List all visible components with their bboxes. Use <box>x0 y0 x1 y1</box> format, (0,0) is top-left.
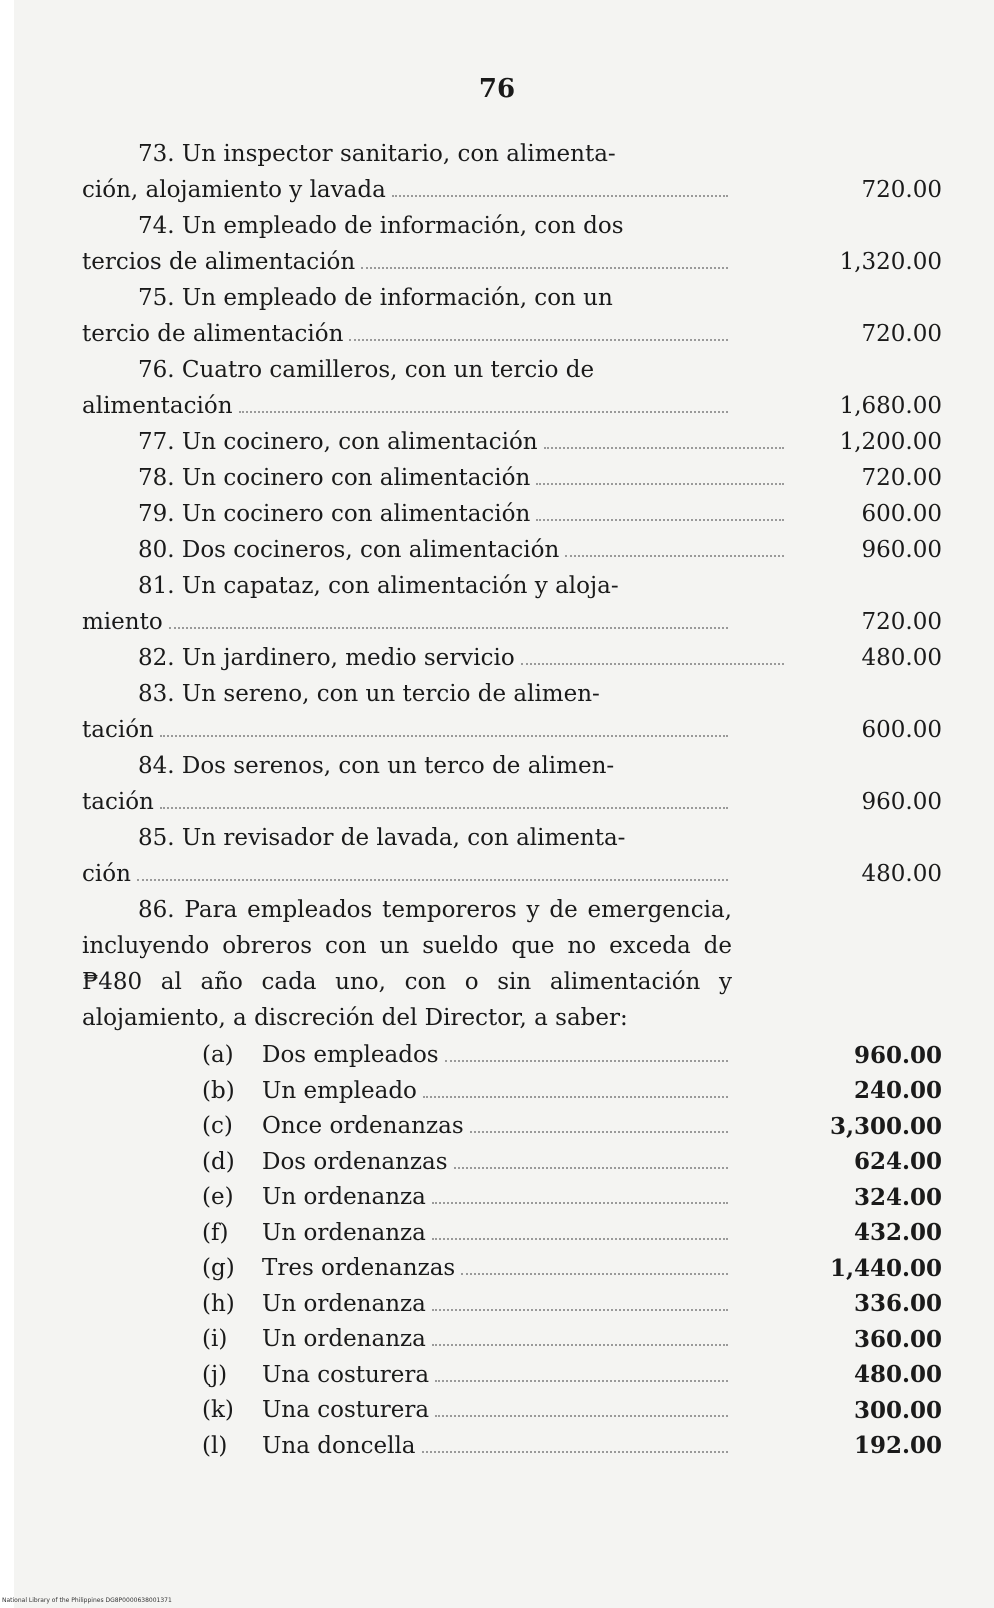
subitem-amount: 240.00 <box>853 1077 942 1104</box>
entry-last-line: tación <box>82 789 154 815</box>
budget-entry <box>82 352 942 424</box>
budget-entry <box>82 640 942 676</box>
entry-amount: 600.00 <box>861 501 942 527</box>
subitem <box>82 1393 942 1429</box>
dot-leader <box>461 1273 728 1275</box>
budget-entry <box>82 280 942 352</box>
budget-entry <box>82 424 942 460</box>
subitem <box>82 1145 942 1181</box>
subitem <box>82 1287 942 1323</box>
entry-amount: 600.00 <box>861 717 942 743</box>
dot-leader <box>445 1060 728 1062</box>
subitem <box>82 1358 942 1394</box>
entry-last-line: miento <box>82 609 163 635</box>
dot-leader <box>544 447 784 449</box>
entry-first-line: 84. Dos serenos, con un terco de alimen- <box>138 753 615 779</box>
subitem-text: Once ordenanzas <box>262 1113 464 1139</box>
dot-leader <box>137 879 728 881</box>
entry-last-line: tercio de alimentación <box>82 321 344 347</box>
dot-leader <box>521 663 784 665</box>
subitem <box>82 1322 942 1358</box>
entry-first-line: 85. Un revisador de lavada, con alimenta- <box>138 825 626 851</box>
dot-leader <box>169 627 728 629</box>
entry-last-line: alimentación <box>82 393 233 419</box>
subitem-letter: (h) <box>202 1290 235 1317</box>
paragraph-86: 86. Para empleados temporeros y de emergencia, incluyendo obreros con un sueldo que no exceda de ₱480 al año cada uno, con o sin alimentación y alojamiento, a discreción del Director, a saber: <box>82 897 732 1031</box>
dot-leader <box>361 267 728 269</box>
subitem-letter: (b) <box>202 1077 235 1104</box>
dot-leader <box>536 483 784 485</box>
subitem <box>82 1429 942 1465</box>
dot-leader <box>239 411 728 413</box>
budget-entry <box>82 676 942 748</box>
subitem-text: Dos ordenanzas <box>262 1148 448 1175</box>
entry-last-line: 79. Un cocinero con alimentación <box>138 501 531 527</box>
subitem-amount: 480.00 <box>853 1361 942 1388</box>
subitem-letter: (e) <box>202 1184 234 1210</box>
subitem <box>82 1251 942 1287</box>
budget-entry <box>82 820 942 892</box>
budget-entry <box>82 460 942 496</box>
subitem-amount: 624.00 <box>853 1148 942 1175</box>
subitem-text: Dos empleados <box>262 1042 439 1068</box>
budget-entry <box>82 748 942 820</box>
subitem-text: Una costurera <box>262 1397 430 1423</box>
entry-amount: 960.00 <box>861 789 942 815</box>
subitem-letter: (c) <box>202 1113 233 1139</box>
entry-amount: 720.00 <box>861 321 942 347</box>
entry-last-line: tación <box>82 717 154 743</box>
entry-amount: 960.00 <box>861 537 942 563</box>
entry-amount: 1,680.00 <box>839 393 942 419</box>
scan-edge <box>0 0 14 1608</box>
entry-amount: 720.00 <box>861 465 942 491</box>
subitem-amount: 300.00 <box>853 1396 942 1424</box>
dot-leader <box>423 1096 728 1098</box>
dot-leader <box>422 1451 728 1453</box>
dot-leader <box>435 1415 728 1417</box>
subitem-letter: (l) <box>202 1432 228 1459</box>
dot-leader <box>160 807 728 809</box>
subitems-list <box>82 1038 942 1464</box>
entry-amount: 480.00 <box>861 645 942 671</box>
entry-first-line: 74. Un empleado de información, con dos <box>138 213 624 239</box>
subitem-amount: 336.00 <box>853 1290 942 1317</box>
budget-entry <box>82 208 942 280</box>
subitem <box>82 1109 942 1145</box>
subitem-amount: 324.00 <box>853 1183 942 1211</box>
entry-amount: 1,320.00 <box>839 249 942 275</box>
subitem-letter: (j) <box>202 1361 228 1388</box>
footer-credit: National Library of the Philippines DG8P0000638001371 <box>2 1597 172 1604</box>
budget-list <box>82 136 942 1464</box>
budget-entry <box>82 496 942 532</box>
subitem <box>82 1038 942 1074</box>
subitem-letter: (k) <box>202 1397 234 1423</box>
subitem-text: Un ordenanza <box>262 1219 426 1246</box>
subitem-amount: 3,300.00 <box>829 1112 942 1140</box>
subitem-text: Un empleado <box>262 1077 417 1104</box>
budget-entry <box>82 136 942 208</box>
subitem-letter: (f) <box>202 1219 229 1246</box>
subitem-text: Un ordenanza <box>262 1290 426 1317</box>
dot-leader <box>432 1309 728 1311</box>
budget-entry <box>82 532 942 568</box>
dot-leader <box>160 735 728 737</box>
dot-leader <box>435 1380 728 1382</box>
subitem-text: Una doncella <box>262 1432 416 1459</box>
entry-last-line: ción, alojamiento y lavada <box>82 177 386 203</box>
dot-leader <box>432 1344 728 1346</box>
subitem <box>82 1180 942 1216</box>
entry-amount: 720.00 <box>861 609 942 635</box>
subitem-letter: (g) <box>202 1255 235 1281</box>
dot-leader <box>454 1167 728 1169</box>
subitem-text: Un ordenanza <box>262 1184 426 1210</box>
entry-last-line: 82. Un jardinero, medio servicio <box>138 645 515 671</box>
dot-leader <box>392 195 728 197</box>
entry-first-line: 75. Un empleado de información, con un <box>138 285 613 311</box>
dot-leader <box>432 1202 728 1204</box>
entry-amount: 1,200.00 <box>839 429 942 455</box>
subitem-amount: 360.00 <box>853 1325 942 1353</box>
entry-last-line: 77. Un cocinero, con alimentación <box>138 429 538 455</box>
entry-first-line: 76. Cuatro camilleros, con un tercio de <box>138 357 595 383</box>
subitem-text: Una costurera <box>262 1361 430 1388</box>
entry-amount: 480.00 <box>861 861 942 887</box>
subitem <box>82 1216 942 1252</box>
dot-leader <box>565 555 784 557</box>
subitem-letter: (d) <box>202 1148 235 1175</box>
entry-last-line: 78. Un cocinero con alimentación <box>138 465 531 491</box>
subitem-text: Un ordenanza <box>262 1326 426 1352</box>
dot-leader <box>349 339 728 341</box>
entries <box>82 136 942 892</box>
entry-last-line: ción <box>82 861 131 887</box>
entry-last-line: 80. Dos cocineros, con alimentación <box>138 537 560 563</box>
entry-last-line: tercios de alimentación <box>82 249 356 275</box>
subitem-amount: 1,440.00 <box>829 1254 942 1282</box>
subitem-text: Tres ordenanzas <box>262 1255 456 1281</box>
subitem <box>82 1074 942 1110</box>
subitem-amount: 192.00 <box>853 1432 942 1459</box>
dot-leader <box>536 519 784 521</box>
subitem-amount: 960.00 <box>853 1041 942 1069</box>
page-number: 76 <box>478 74 516 104</box>
subitem-letter: (a) <box>202 1042 234 1068</box>
entry-first-line: 81. Un capataz, con alimentación y aloja- <box>138 573 619 599</box>
entry-first-line: 73. Un inspector sanitario, con alimenta- <box>138 141 616 167</box>
dot-leader <box>432 1238 728 1240</box>
entry-amount: 720.00 <box>861 177 942 203</box>
subitem-amount: 432.00 <box>853 1219 942 1246</box>
dot-leader <box>470 1131 728 1133</box>
budget-entry <box>82 568 942 640</box>
subitem-letter: (i) <box>202 1326 228 1352</box>
entry-first-line: 83. Un sereno, con un tercio de alimen- <box>138 681 600 707</box>
